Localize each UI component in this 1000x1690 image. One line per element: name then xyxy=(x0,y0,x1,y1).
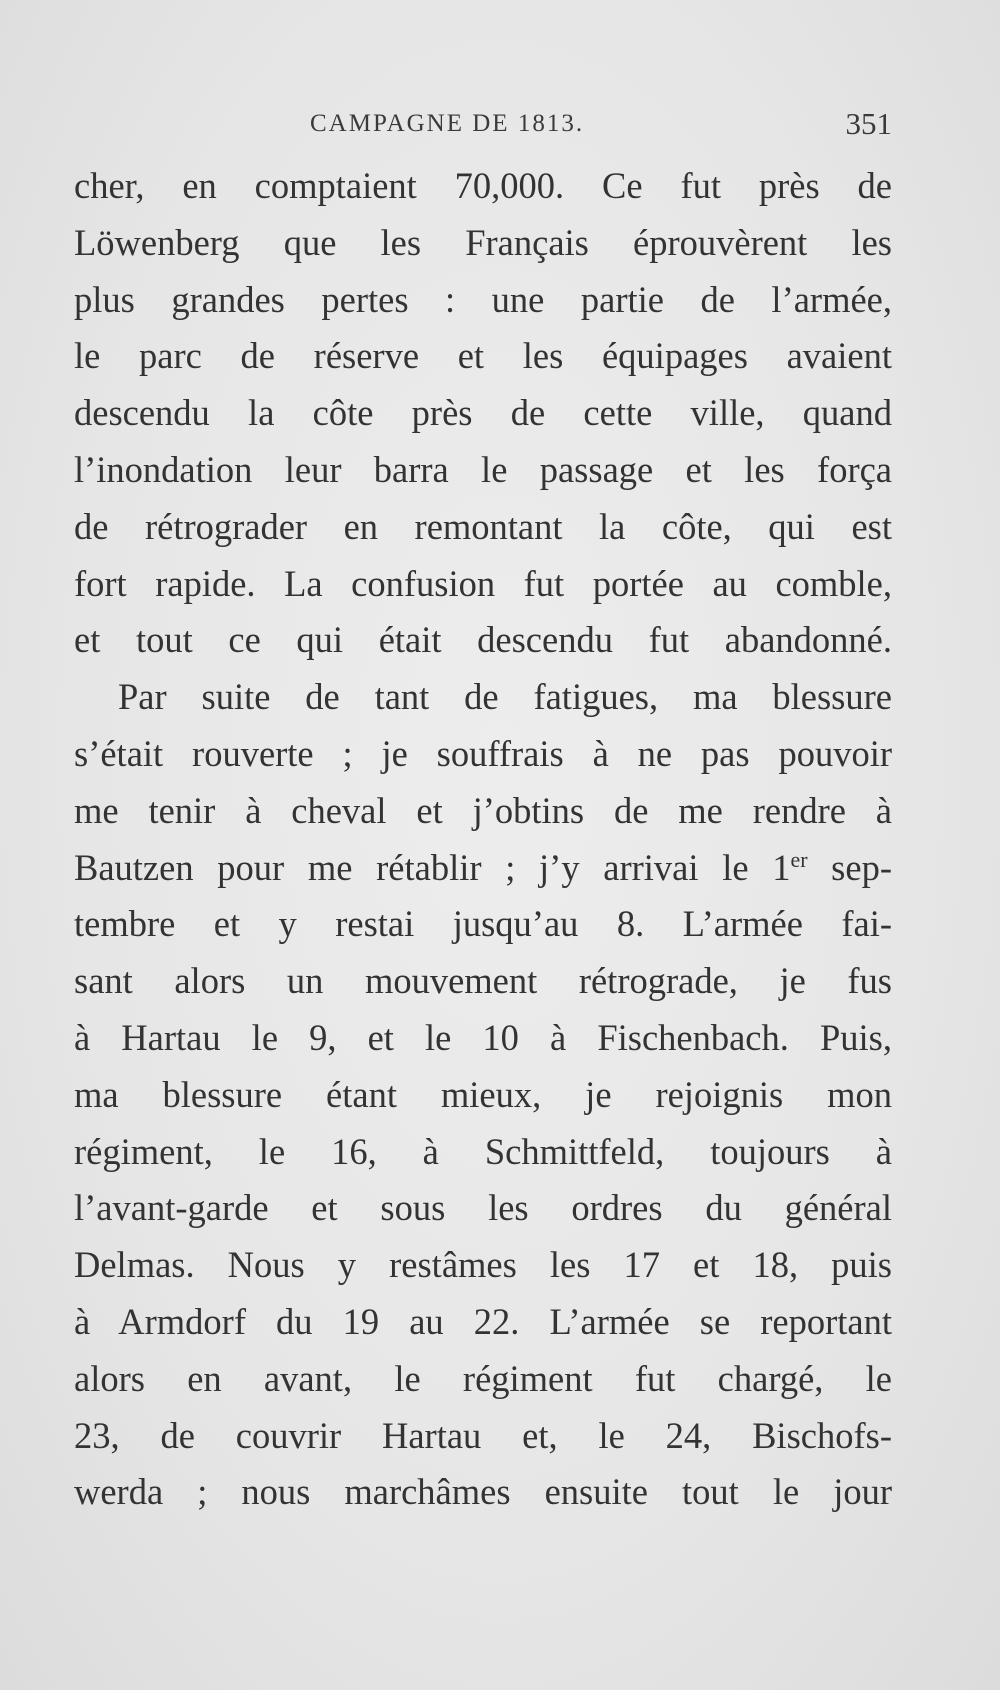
text-line: tembre et y restai jusqu’au 8. L’armée fai- xyxy=(74,903,892,945)
text-line: me tenir à cheval et j’obtins de me rendre à xyxy=(74,789,892,831)
text-line: descendu la côte près de cette ville, quand xyxy=(74,392,892,434)
text-line: à Hartau le 9, et le 10 à Fischenbach. Puis, xyxy=(74,1016,892,1058)
page-header xyxy=(74,106,892,150)
page-number: 351 xyxy=(845,106,892,141)
text-line: werda ; nous marchâmes ensuite tout le jour xyxy=(74,1471,892,1513)
text-line: à Armdorf du 19 au 22. L’armée se reportant xyxy=(74,1300,892,1342)
text-line: s’était rouverte ; je souffrais à ne pas pouvoir xyxy=(74,732,892,774)
running-head: CAMPAGNE DE 1813. xyxy=(310,110,585,137)
paragraph-1 xyxy=(74,158,892,669)
text-line: alors en avant, le régiment fut chargé, le xyxy=(74,1357,892,1399)
text-line: fort rapide. La confusion fut portée au comble, xyxy=(74,562,892,604)
text-line: l’avant-garde et sous les ordres du général xyxy=(74,1187,892,1229)
text-line: Löwenberg que les Français éprouvèrent les xyxy=(74,221,892,263)
text-line: ma blessure étant mieux, je rejoignis mon xyxy=(74,1073,892,1115)
text-line: 23, de couvrir Hartau et, le 24, Bischofs- xyxy=(74,1414,892,1456)
text-line: Bautzen pour me rétablir ; j’y arrivai le 1er sep- xyxy=(74,846,892,888)
body-text xyxy=(74,158,892,1521)
text-line: Par suite de tant de fatigues, ma blessure xyxy=(118,676,892,718)
text-line: sant alors un mouvement rétrograde, je fus xyxy=(74,960,892,1002)
text-line: régiment, le 16, à Schmittfeld, toujours à xyxy=(74,1130,892,1172)
text-line: le parc de réserve et les équipages avaient xyxy=(74,335,892,377)
text-line: Delmas. Nous y restâmes les 17 et 18, puis xyxy=(74,1244,892,1286)
text-line: l’inondation leur barra le passage et les força xyxy=(74,448,892,490)
paragraph-2 xyxy=(74,669,892,1521)
text-line: cher, en comptaient 70,000. Ce fut près de xyxy=(74,165,892,206)
text-line: de rétrograder en remontant la côte, qui est xyxy=(74,505,892,547)
text-line: plus grandes pertes : une partie de l’armée, xyxy=(74,278,892,320)
ordinal-superscript: er xyxy=(790,846,808,872)
text-line: et tout ce qui était descendu fut abandonné. xyxy=(74,619,892,661)
